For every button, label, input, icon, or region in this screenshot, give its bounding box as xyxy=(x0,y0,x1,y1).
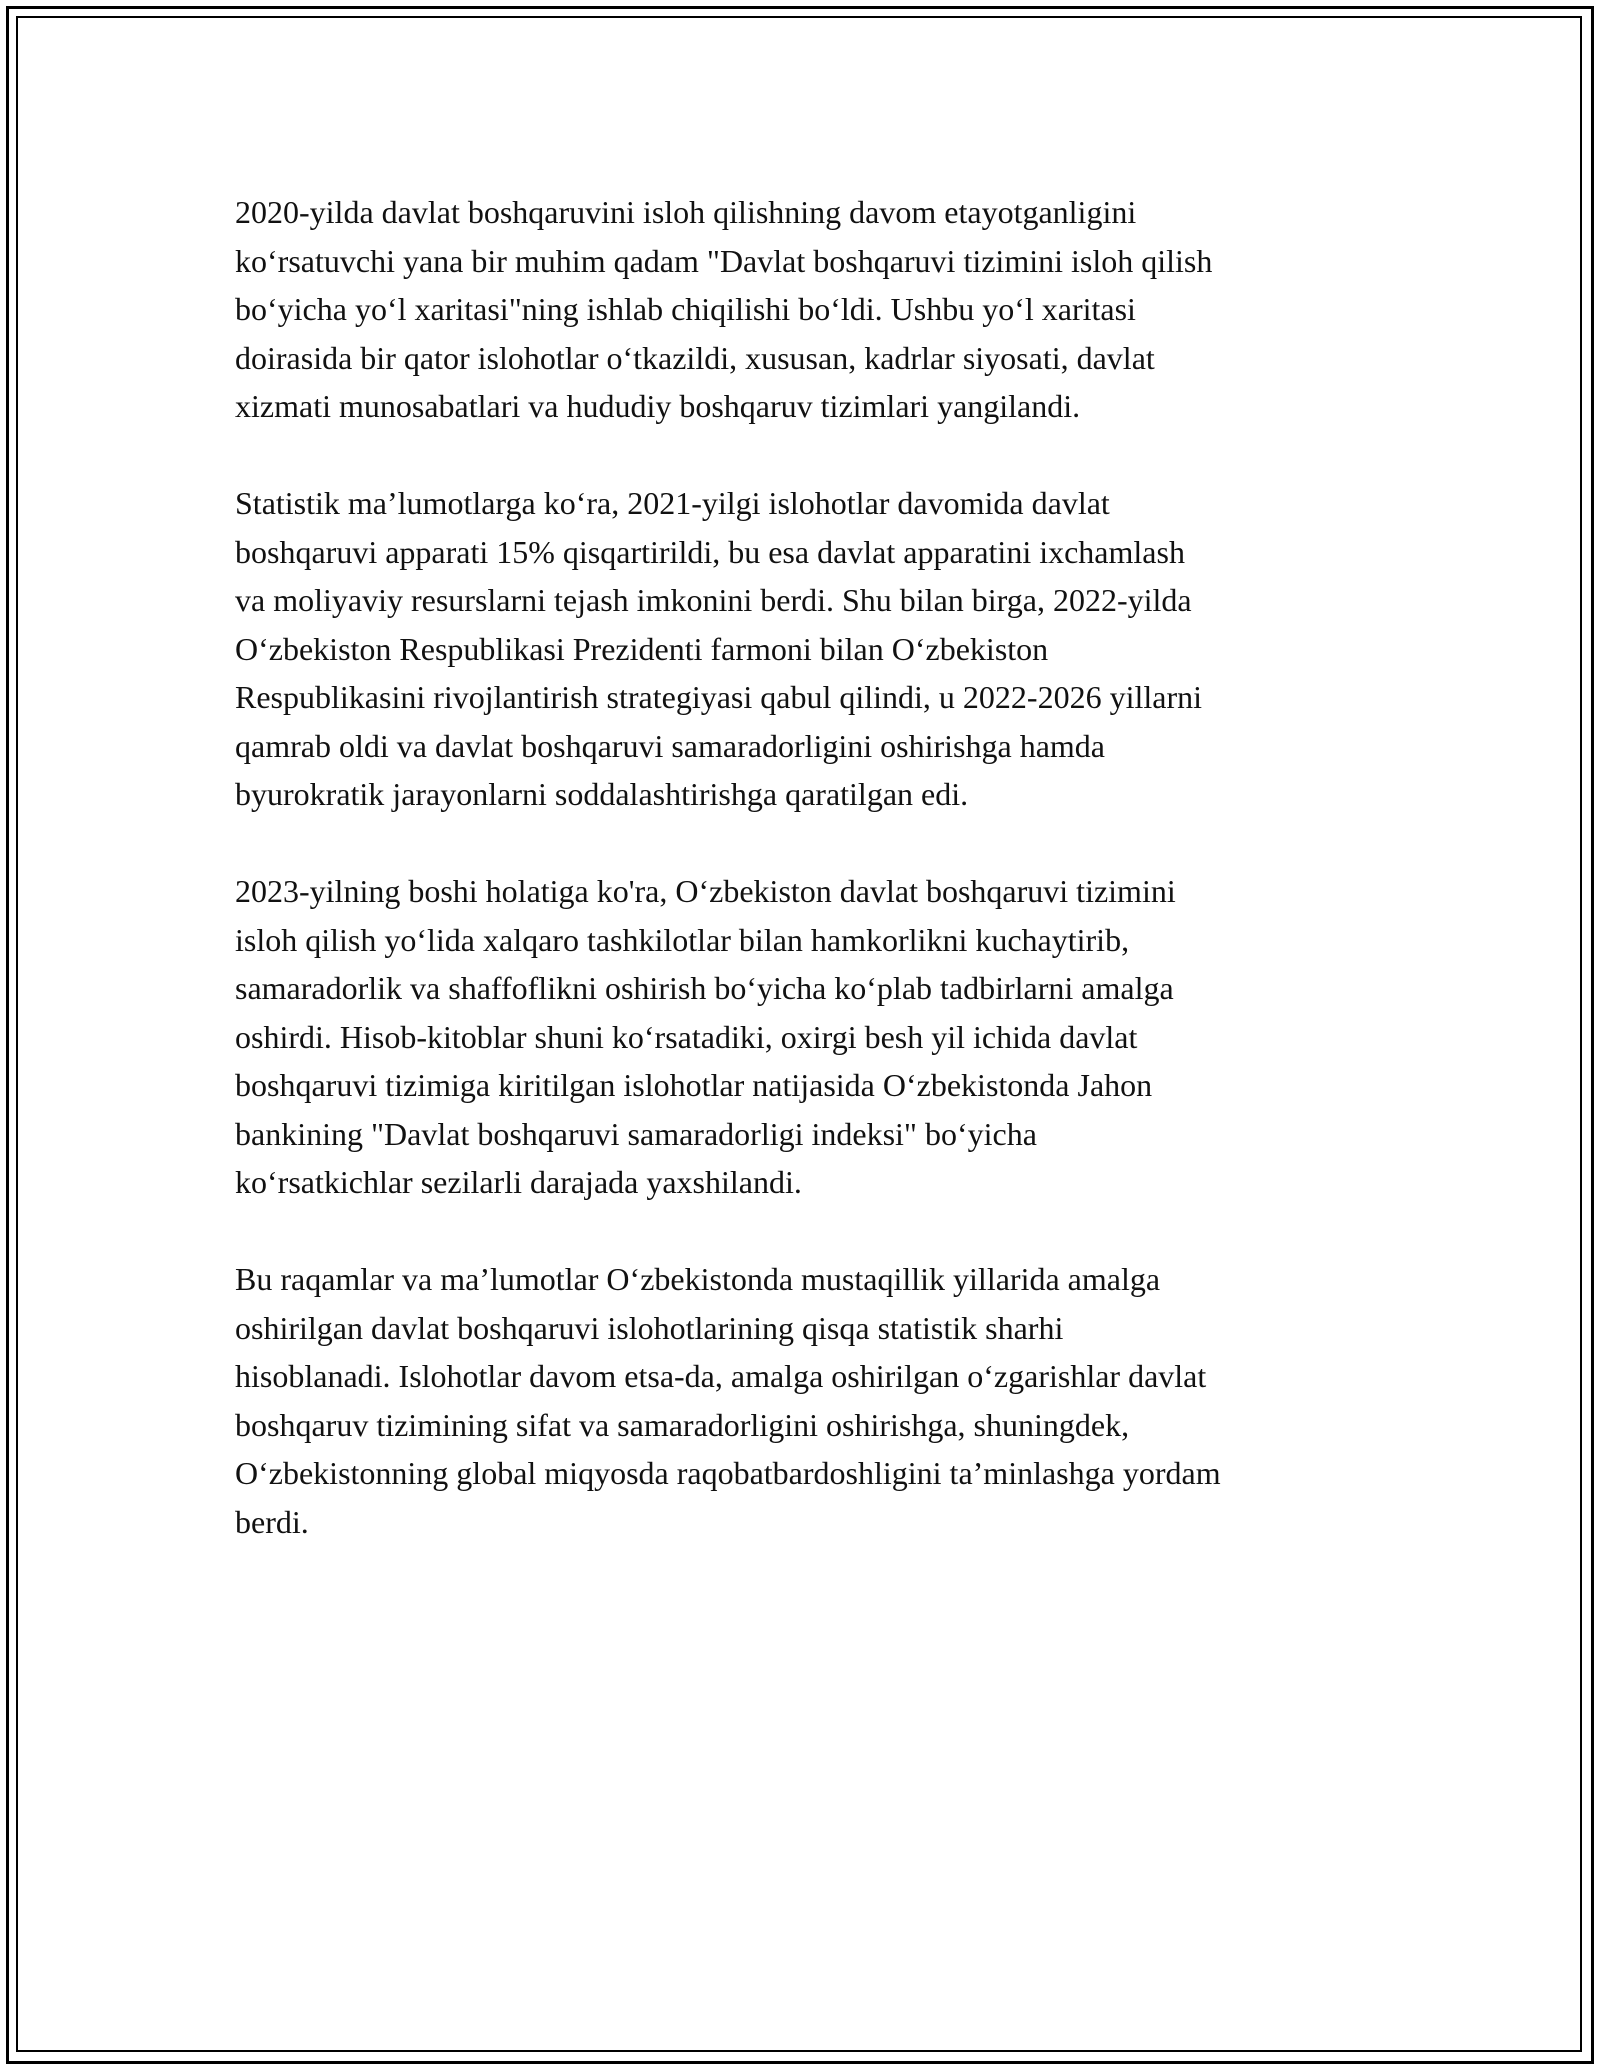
text-line: Bu raqamlar va ma’lumotlar O‘zbekistonda mustaqillik yillarida amalga xyxy=(235,1261,1161,1297)
text-line: berdi. xyxy=(235,1503,309,1540)
text-line: doirasida bir qator islohotlar o‘tkazildi, xususan, kadrlar siyosati, davlat xyxy=(235,339,1155,376)
text-line: Respublikasini rivojlantirish strategiyasi qabul qilindi, u 2022-2026 yillarni xyxy=(235,679,1202,715)
text-line: ko‘rsatuvchi yana bir muhim qadam "Davlat boshqaruvi tizimini isloh qilish xyxy=(235,242,1213,279)
text-line: isloh qilish yo‘lida xalqaro tashkilotlar bilan hamkorlikni kuchaytirib, xyxy=(235,921,1130,958)
text-line: Statistik ma’lumotlarga ko‘ra, 2021-yilgi islohotlar davomida davlat xyxy=(235,485,1110,521)
text-line: ko‘rsatkichlar sezilarli darajada yaxshilandi. xyxy=(235,1164,802,1200)
text-line: O‘zbekistonning global miqyosda raqobatbardoshligini ta’minlashga yordam xyxy=(235,1455,1221,1491)
text-line: bankining "Davlat boshqaruvi samaradorligi indeksi" bo‘yicha xyxy=(235,1115,1037,1152)
text-line: boshqaruv tizimining sifat va samaradorligini oshirishga, shuningdek, xyxy=(235,1406,1130,1443)
text-line: bo‘yicha yo‘l xaritasi"ning ishlab chiqilishi bo‘ldi. Ushbu yo‘l xaritasi xyxy=(235,291,1136,327)
paragraph-2 xyxy=(235,479,1375,819)
paragraph-4 xyxy=(235,1255,1375,1546)
text-line: byurokratik jarayonlarni soddalashtirishga qaratilgan edi. xyxy=(235,776,969,812)
text-line: boshqaruvi apparati 15% qisqartirildi, bu esa davlat apparatini ixchamlash xyxy=(235,533,1185,570)
text-line: qamrab oldi va davlat boshqaruvi samaradorligini oshirishga hamda xyxy=(235,727,1105,764)
text-line: hisoblanadi. Islohotlar davom etsa-da, amalga oshirilgan o‘zgarishlar davlat xyxy=(235,1358,1207,1394)
text-line: boshqaruvi tizimiga kiritilgan islohotlar natijasida O‘zbekistonda Jahon xyxy=(235,1067,1153,1103)
text-line: 2020-yilda davlat boshqaruvini isloh qilishning davom etayotganligini xyxy=(235,194,1137,230)
text-line: O‘zbekiston Respublikasi Prezidenti farmoni bilan O‘zbekiston xyxy=(235,630,1049,667)
text-line: oshirdi. Hisob-kitoblar shuni ko‘rsatadiki, oxirgi besh yil ichida davlat xyxy=(235,1018,1138,1055)
text-line: samaradorlik va shaffoflikni oshirish bo‘yicha ko‘plab tadbirlarni amalga xyxy=(235,970,1174,1006)
paragraph-1 xyxy=(235,188,1375,431)
text-line: oshirilgan davlat boshqaruvi islohotlarining qisqa statistik sharhi xyxy=(235,1309,1064,1346)
text-line: va moliyaviy resurslarni tejash imkonini berdi. Shu bilan birga, 2022-yilda xyxy=(235,582,1192,618)
paragraph-3 xyxy=(235,867,1375,1207)
text-line: 2023-yilning boshi holatiga ko'ra, O‘zbekiston davlat boshqaruvi tizimini xyxy=(235,873,1176,909)
text-line: xizmati munosabatlari va hududiy boshqaruv tizimlari yangilandi. xyxy=(235,388,1081,424)
document-body xyxy=(235,188,1375,1595)
